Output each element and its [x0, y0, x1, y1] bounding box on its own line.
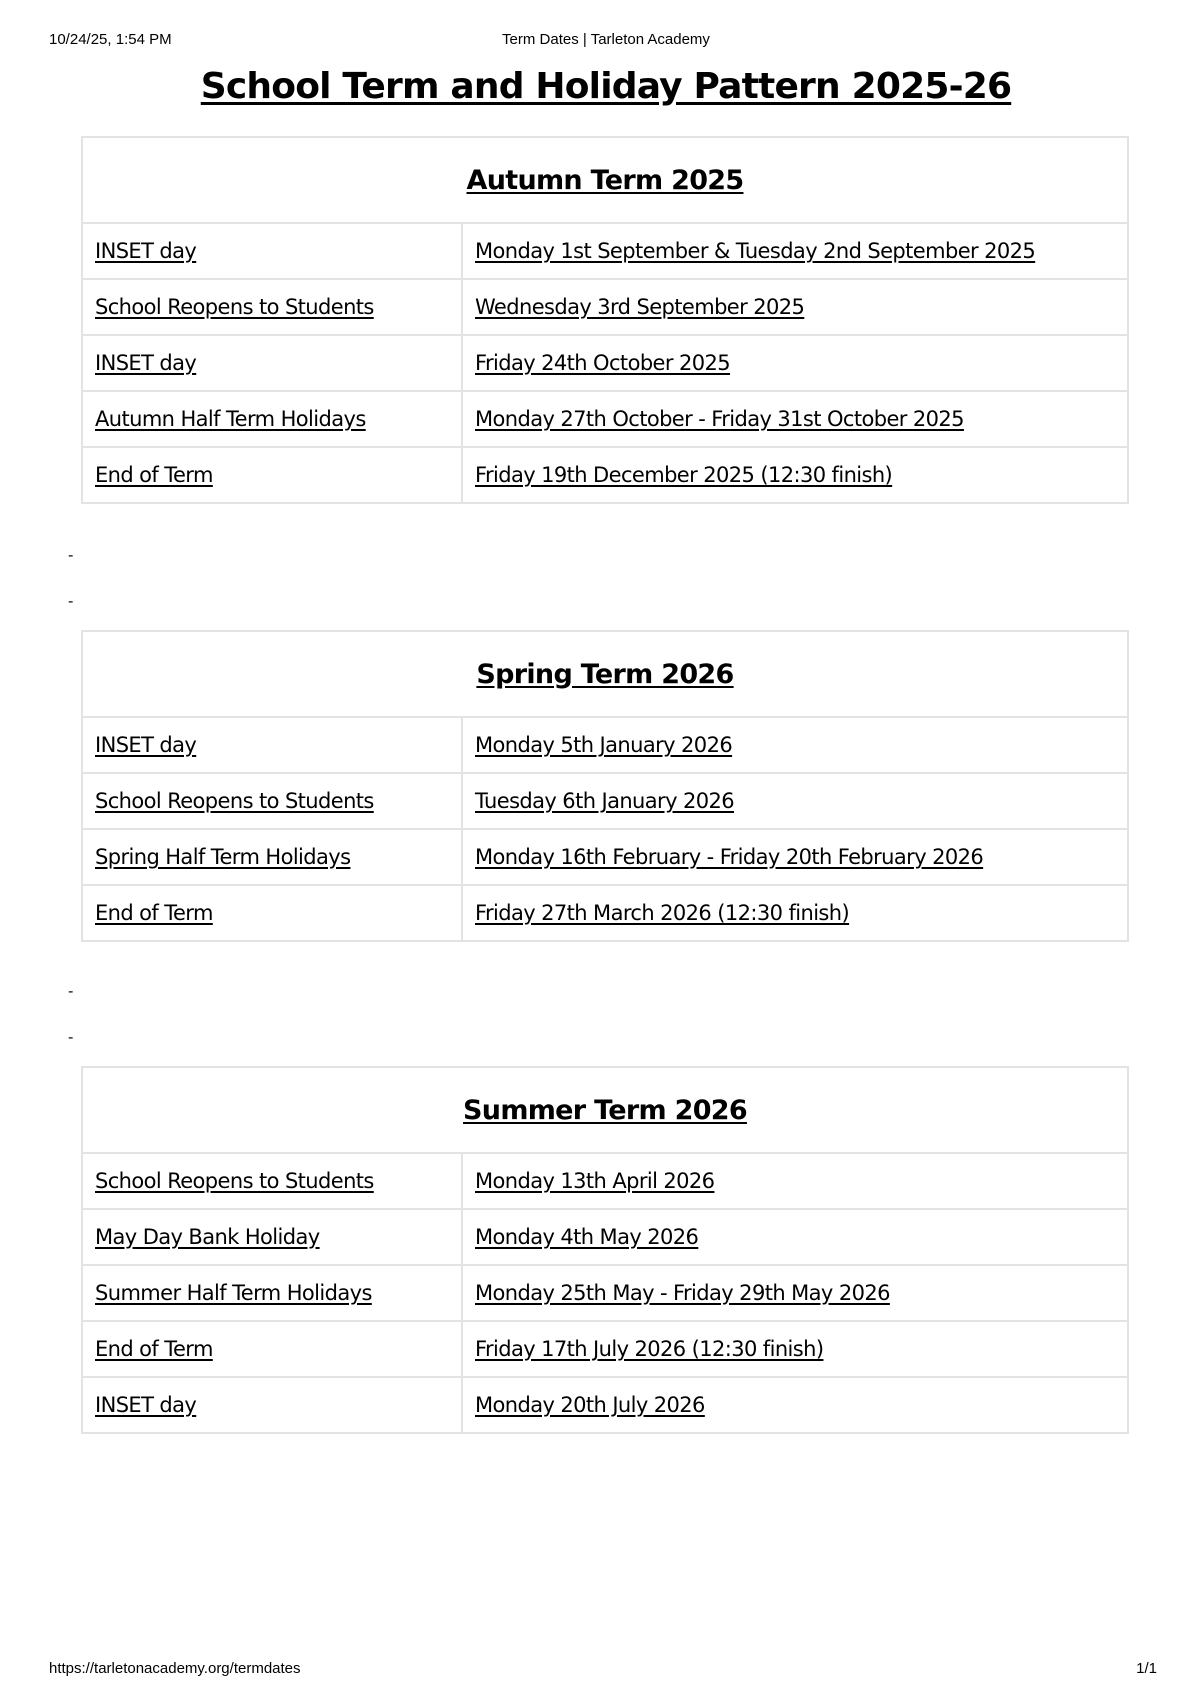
row-date: Monday 25th May - Friday 29th May 2026 [462, 1265, 1128, 1321]
row-date: Friday 19th December 2025 (12:30 finish) [462, 447, 1128, 503]
term-heading: Spring Term 2026 [82, 631, 1128, 717]
row-date: Friday 27th March 2026 (12:30 finish) [462, 885, 1128, 941]
row-date: Monday 5th January 2026 [462, 717, 1128, 773]
row-label: End of Term [82, 1321, 462, 1377]
table-row [82, 829, 1128, 885]
table-row [82, 335, 1128, 391]
print-page-title: Term Dates | Tarleton Academy [502, 31, 710, 48]
table-row [82, 391, 1128, 447]
row-date: Monday 20th July 2026 [462, 1377, 1128, 1433]
row-date: Friday 24th October 2025 [462, 335, 1128, 391]
separator-dash: - [68, 982, 74, 1000]
row-label: INSET day [82, 1377, 462, 1433]
row-label: May Day Bank Holiday [82, 1209, 462, 1265]
autumn-term-table [81, 136, 1129, 504]
row-label: INSET day [82, 223, 462, 279]
table-row [82, 885, 1128, 941]
table-row [82, 279, 1128, 335]
separator-dash: - [68, 1028, 74, 1046]
print-datetime: 10/24/25, 1:54 PM [49, 31, 172, 48]
row-date: Monday 16th February - Friday 20th February 2026 [462, 829, 1128, 885]
row-label: Summer Half Term Holidays [82, 1265, 462, 1321]
table-row [82, 1265, 1128, 1321]
table-row [82, 717, 1128, 773]
row-label: INSET day [82, 335, 462, 391]
print-url: https://tarletonacademy.org/termdates [49, 1660, 301, 1677]
row-label: Spring Half Term Holidays [82, 829, 462, 885]
separator-dash: - [68, 592, 74, 610]
page-number: 1/1 [1136, 1660, 1157, 1677]
separator-dash: - [68, 546, 74, 564]
row-label: School Reopens to Students [82, 279, 462, 335]
table-row [82, 223, 1128, 279]
row-label: End of Term [82, 885, 462, 941]
row-date: Tuesday 6th January 2026 [462, 773, 1128, 829]
page-title: School Term and Holiday Pattern 2025-26 [200, 66, 1012, 107]
spring-term-table [81, 630, 1129, 942]
row-label: Autumn Half Term Holidays [82, 391, 462, 447]
row-label: End of Term [82, 447, 462, 503]
row-date: Monday 27th October - Friday 31st October 2025 [462, 391, 1128, 447]
row-date: Monday 1st September & Tuesday 2nd September 2025 [462, 223, 1128, 279]
summer-term-table [81, 1066, 1129, 1434]
table-row [82, 1321, 1128, 1377]
table-row [82, 447, 1128, 503]
table-row [82, 1153, 1128, 1209]
table-row [82, 1377, 1128, 1433]
row-label: School Reopens to Students [82, 773, 462, 829]
row-label: INSET day [82, 717, 462, 773]
table-row [82, 1209, 1128, 1265]
term-heading: Summer Term 2026 [82, 1067, 1128, 1153]
row-date: Friday 17th July 2026 (12:30 finish) [462, 1321, 1128, 1377]
table-row [82, 773, 1128, 829]
row-date: Monday 13th April 2026 [462, 1153, 1128, 1209]
row-date: Wednesday 3rd September 2025 [462, 279, 1128, 335]
row-date: Monday 4th May 2026 [462, 1209, 1128, 1265]
term-heading: Autumn Term 2025 [82, 137, 1128, 223]
row-label: School Reopens to Students [82, 1153, 462, 1209]
